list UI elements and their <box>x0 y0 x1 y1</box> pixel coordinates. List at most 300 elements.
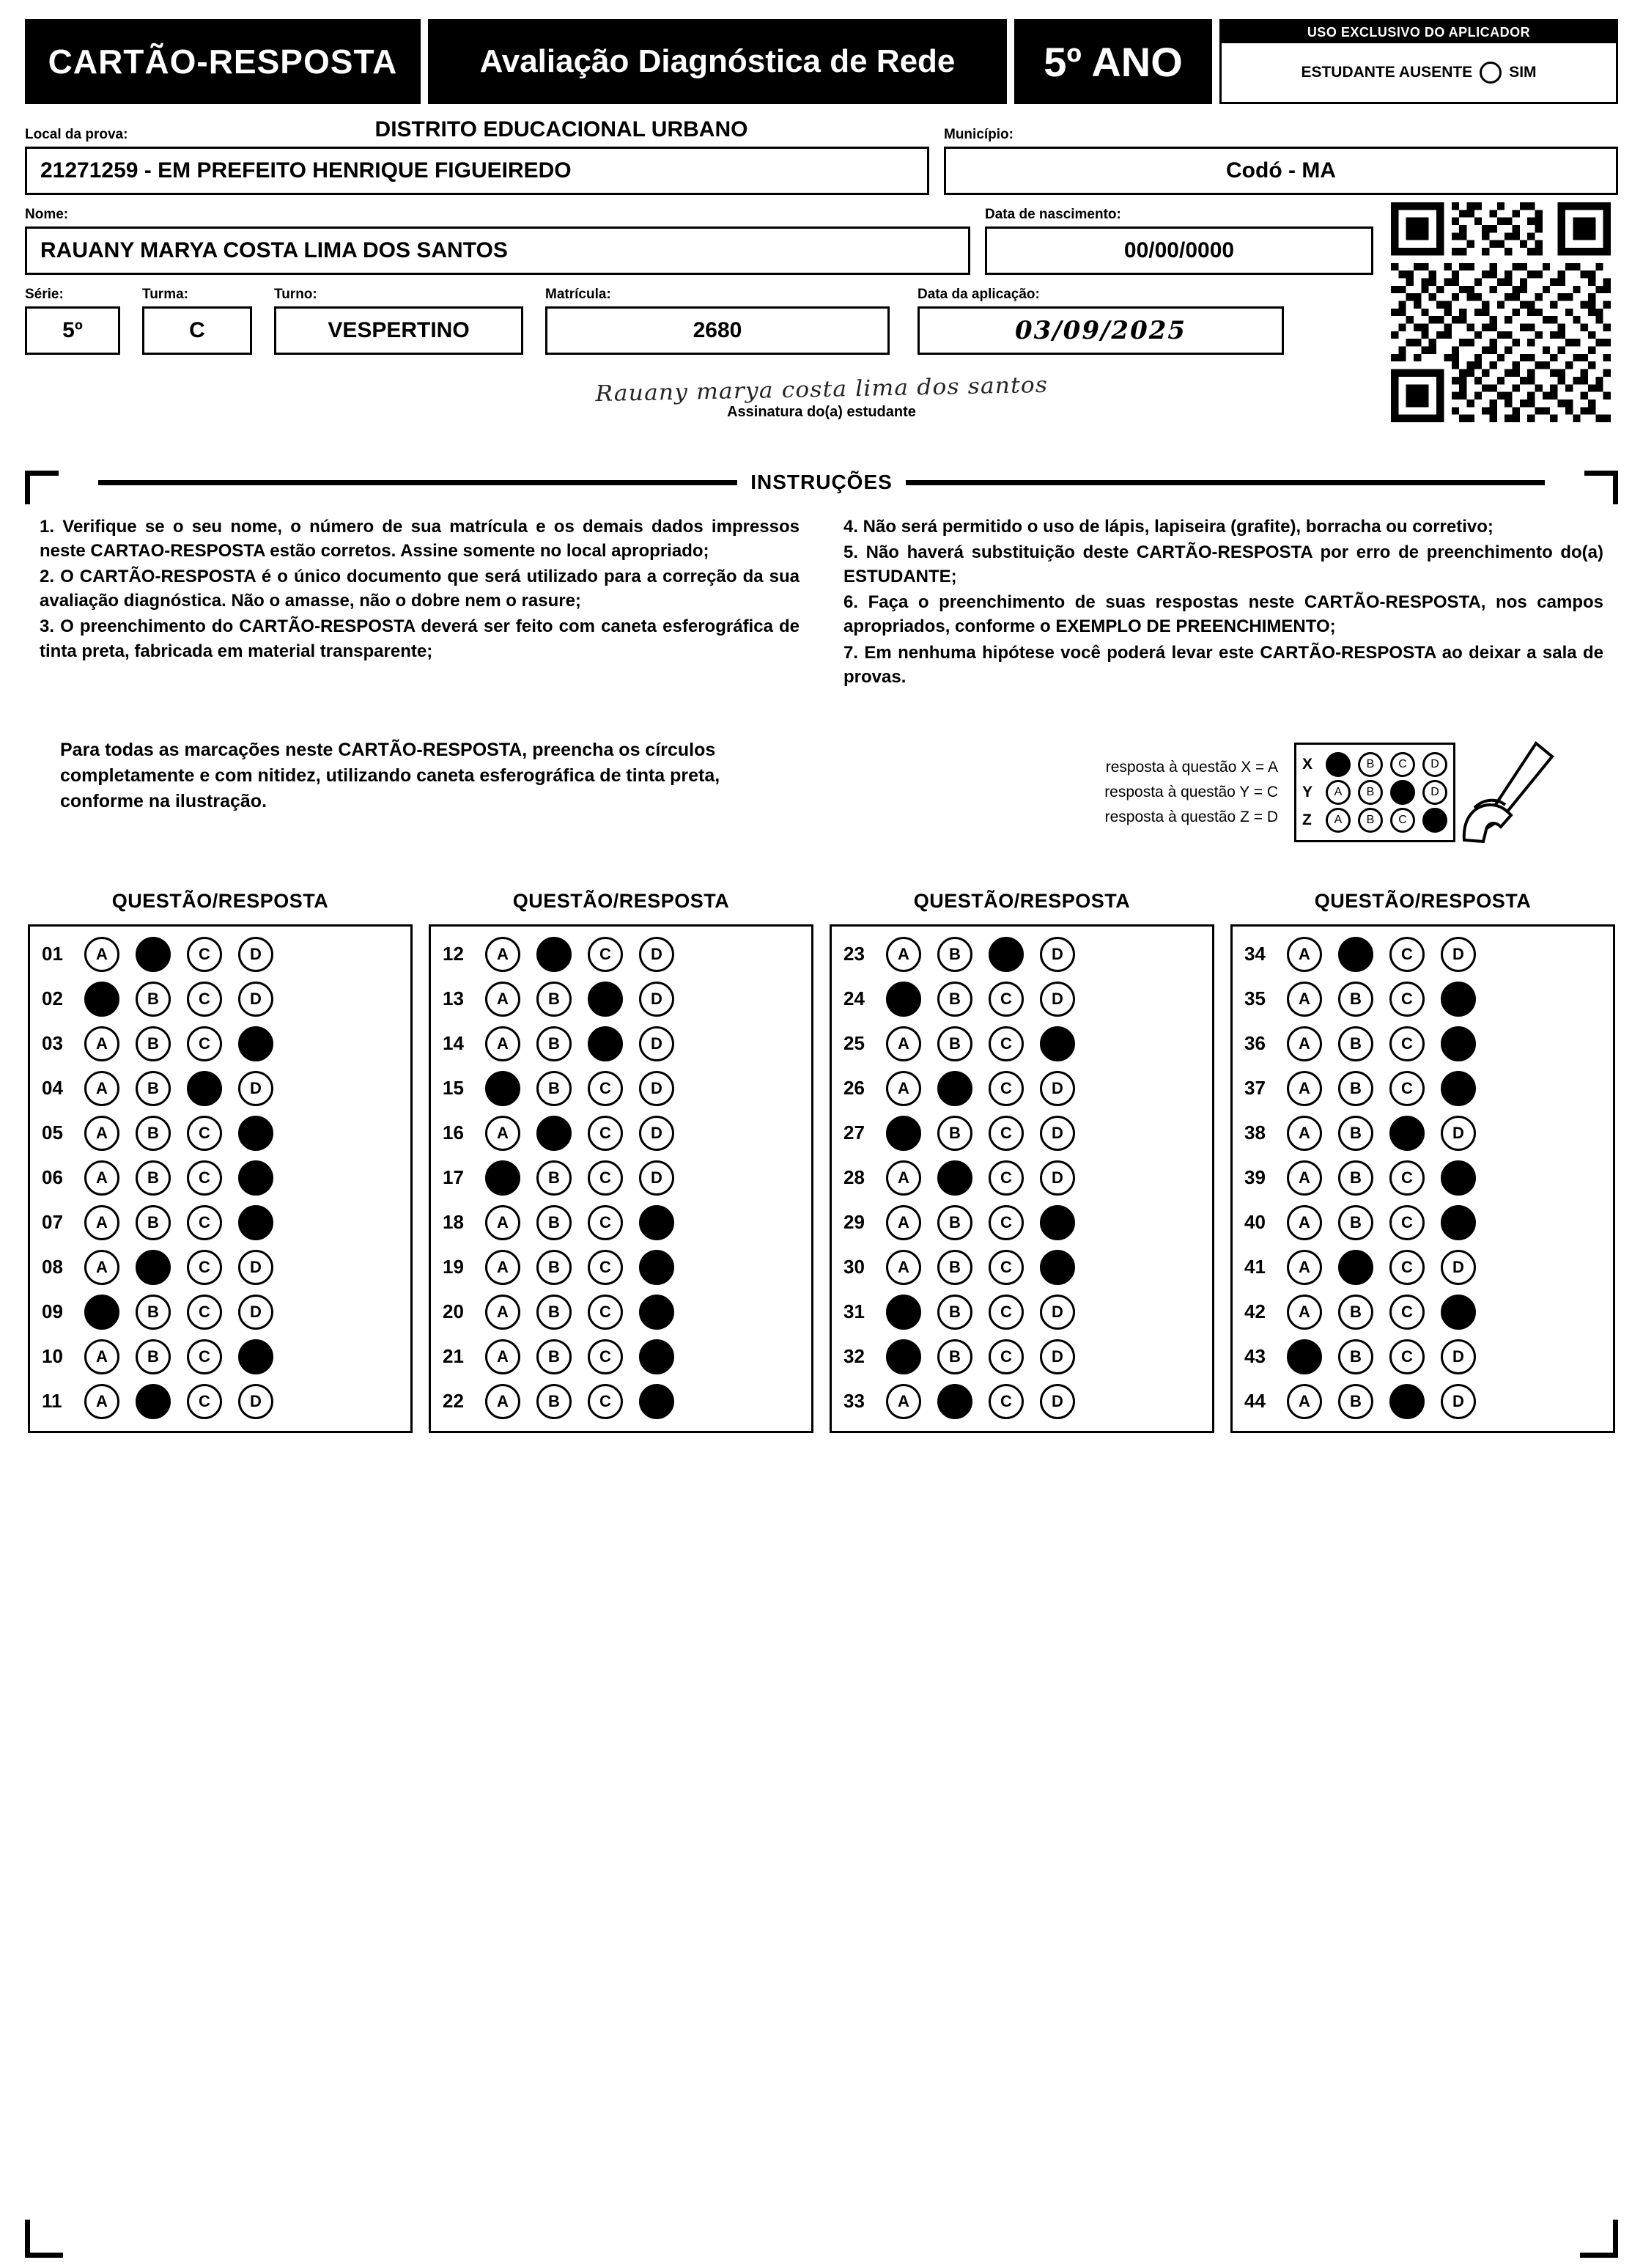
answer-row <box>443 982 800 1017</box>
bubble-d[interactable] <box>238 1205 273 1240</box>
bubble-b[interactable] <box>1338 1250 1373 1285</box>
bubble-c[interactable]: C <box>187 1384 222 1419</box>
bubble-c[interactable]: C <box>1389 1026 1425 1061</box>
bubble-c[interactable] <box>187 1071 222 1106</box>
question-number: 30 <box>843 1256 865 1278</box>
instructions-block <box>25 471 1618 847</box>
answer-row <box>843 937 1200 972</box>
local-label: Local da prova: <box>25 127 128 142</box>
bubble-d[interactable] <box>639 1384 674 1419</box>
bubble-b[interactable] <box>937 1160 972 1196</box>
instruction-item: 1. Verifique se o seu nome, o número de sua matrícula e os demais dados impressos neste CARTAO-RESPOSTA estão corretos. Assine somente no local apropriado; <box>40 517 800 562</box>
answer-row <box>42 1071 399 1106</box>
bubble-b[interactable]: B <box>1338 1384 1373 1419</box>
bubble-b[interactable]: B <box>536 1250 572 1285</box>
bubble-a[interactable]: A <box>886 1026 921 1061</box>
exam-title: Avaliação Diagnóstica de Rede <box>428 19 1007 104</box>
answer-row <box>843 1339 1200 1374</box>
bubble-a[interactable]: A <box>84 1250 119 1285</box>
answer-row <box>42 1160 399 1196</box>
bubble-b[interactable]: B <box>937 1205 972 1240</box>
bubble-c[interactable] <box>588 1026 623 1061</box>
school-field[interactable]: 21271259 - EM PREFEITO HENRIQUE FIGUEIREDO <box>25 147 929 195</box>
municipio-field[interactable]: Codó - MA <box>944 147 1618 195</box>
bubble-a[interactable]: A <box>84 1026 119 1061</box>
bubble-d[interactable]: D <box>639 982 674 1017</box>
matricula-field[interactable]: 2680 <box>545 306 890 355</box>
bubble-d[interactable]: D <box>639 1071 674 1106</box>
serie-field[interactable]: 5º <box>25 306 120 355</box>
bubble-b[interactable]: B <box>136 982 171 1017</box>
example-bubble: A <box>1326 808 1351 833</box>
bubble-a[interactable]: A <box>84 937 119 972</box>
bubble-b[interactable]: B <box>536 982 572 1017</box>
serie-field-group <box>25 287 120 355</box>
bubble-d[interactable]: D <box>1040 1295 1075 1330</box>
bubble-c[interactable]: C <box>1389 1071 1425 1106</box>
bubble-d[interactable]: D <box>1441 1339 1476 1374</box>
bubble-a[interactable] <box>485 1071 520 1106</box>
bubble-d[interactable] <box>639 1205 674 1240</box>
bubble-d[interactable]: D <box>1040 1384 1075 1419</box>
question-number: 28 <box>843 1166 865 1189</box>
bubble-d[interactable]: D <box>1040 982 1075 1017</box>
bubble-d[interactable] <box>639 1295 674 1330</box>
bubble-c[interactable]: C <box>588 1071 623 1106</box>
signature-label: Assinatura do(a) estudante <box>727 404 916 420</box>
bubble-a[interactable]: A <box>1287 937 1322 972</box>
question-number: 40 <box>1244 1211 1266 1234</box>
bubble-b[interactable]: B <box>1338 1205 1373 1240</box>
question-number: 09 <box>42 1300 63 1323</box>
answer-row <box>42 1384 399 1419</box>
answer-column <box>1230 890 1615 1433</box>
bubble-c[interactable]: C <box>989 1384 1024 1419</box>
bubble-d[interactable]: D <box>238 1250 273 1285</box>
bubble-b[interactable]: B <box>937 1339 972 1374</box>
bubble-c[interactable]: C <box>187 1116 222 1151</box>
corner-mark-top-left <box>25 471 59 504</box>
bubble-a[interactable]: A <box>1287 1071 1322 1106</box>
bubble-a[interactable]: A <box>485 1384 520 1419</box>
bubble-b[interactable]: B <box>136 1205 171 1240</box>
bubble-c[interactable]: C <box>588 937 623 972</box>
bubble-a[interactable]: A <box>1287 1026 1322 1061</box>
bubble-a[interactable]: A <box>84 1071 119 1106</box>
bubble-d[interactable]: D <box>1441 1384 1476 1419</box>
bubble-c[interactable]: C <box>588 1250 623 1285</box>
bubble-d[interactable]: D <box>1441 937 1476 972</box>
bubble-a[interactable]: A <box>886 1160 921 1196</box>
question-number: 21 <box>443 1345 464 1368</box>
bubble-c[interactable]: C <box>989 1295 1024 1330</box>
bubble-a[interactable] <box>84 1295 119 1330</box>
answer-row <box>1244 1205 1601 1240</box>
bubble-c[interactable] <box>588 982 623 1017</box>
answer-column-header: QUESTÃO/RESPOSTA <box>1314 889 1532 912</box>
answer-column-header: QUESTÃO/RESPOSTA <box>913 889 1131 912</box>
example-row <box>1302 808 1447 833</box>
bubble-d[interactable] <box>1441 982 1476 1017</box>
answer-row <box>843 1071 1200 1106</box>
bubble-c[interactable]: C <box>187 1339 222 1374</box>
bubble-b[interactable]: B <box>1338 1339 1373 1374</box>
instructions-right-column <box>843 515 1603 691</box>
turma-label: Turma: <box>142 287 188 302</box>
fill-example <box>25 737 1618 847</box>
question-number: 38 <box>1244 1122 1266 1144</box>
bubble-a[interactable] <box>886 1295 921 1330</box>
bubble-c[interactable]: C <box>989 1160 1024 1196</box>
bubble-a[interactable]: A <box>1287 1116 1322 1151</box>
bubble-a[interactable]: A <box>886 1384 921 1419</box>
bubble-c[interactable] <box>1389 1116 1425 1151</box>
bubble-d[interactable] <box>1441 1160 1476 1196</box>
bubble-d[interactable]: D <box>639 1160 674 1196</box>
bubble-d[interactable] <box>1441 1295 1476 1330</box>
question-number: 31 <box>843 1300 865 1323</box>
bubble-d[interactable]: D <box>1441 1250 1476 1285</box>
answer-row <box>1244 1295 1601 1330</box>
signature-area <box>25 372 1618 443</box>
answer-row <box>443 1071 800 1106</box>
district-name: DISTRITO EDUCACIONAL URBANO <box>374 117 748 141</box>
bubble-a[interactable]: A <box>485 1205 520 1240</box>
answer-row <box>843 1295 1200 1330</box>
question-number: 15 <box>443 1077 464 1100</box>
question-number: 43 <box>1244 1345 1266 1368</box>
bubble-b[interactable]: B <box>536 1295 572 1330</box>
answer-row <box>1244 1026 1601 1061</box>
bubble-a[interactable]: A <box>485 1295 520 1330</box>
bubble-d[interactable]: D <box>1040 1160 1075 1196</box>
bubble-b[interactable]: B <box>937 1026 972 1061</box>
local-field-group <box>25 117 929 195</box>
bubble-d[interactable] <box>1040 1250 1075 1285</box>
bubble-d[interactable] <box>238 1116 273 1151</box>
bubble-c[interactable]: C <box>187 982 222 1017</box>
bubble-d[interactable]: D <box>1040 1071 1075 1106</box>
absent-option-label: SIM <box>1509 64 1537 81</box>
bubble-c[interactable]: C <box>588 1339 623 1374</box>
bubble-d[interactable]: D <box>238 1295 273 1330</box>
answer-row <box>1244 1116 1601 1151</box>
bubble-b[interactable]: B <box>937 1295 972 1330</box>
bubble-a[interactable]: A <box>84 1116 119 1151</box>
absent-bubble[interactable] <box>1480 62 1502 84</box>
bubble-a[interactable]: A <box>1287 1250 1322 1285</box>
example-bubble: D <box>1422 752 1447 777</box>
bubble-b[interactable]: B <box>1338 1026 1373 1061</box>
instruction-item: 5. Não haverá substituição deste CARTÃO-RESPOSTA por erro de preenchimento do(a) ESTUDANTE; <box>843 542 1603 587</box>
turma-field-group <box>142 287 252 355</box>
bubble-a[interactable] <box>886 1339 921 1374</box>
bubble-c[interactable]: C <box>588 1384 623 1419</box>
bubble-b[interactable]: B <box>136 1071 171 1106</box>
nascimento-field-group <box>985 207 1373 275</box>
bubble-b[interactable]: B <box>536 1160 572 1196</box>
bubble-b[interactable] <box>536 937 572 972</box>
bubble-d[interactable]: D <box>238 982 273 1017</box>
bubble-c[interactable]: C <box>1389 1339 1425 1374</box>
bubble-c[interactable]: C <box>588 1205 623 1240</box>
legend-line: resposta à questão Y = C <box>1104 783 1278 800</box>
bubble-c[interactable]: C <box>187 1205 222 1240</box>
instructions-left-column <box>40 515 800 691</box>
question-number: 44 <box>1244 1390 1266 1413</box>
hand-pen-icon <box>1450 737 1559 847</box>
fill-example-illustration <box>787 737 1603 847</box>
bubble-c[interactable]: C <box>989 1339 1024 1374</box>
bubble-d[interactable] <box>238 1339 273 1374</box>
bubble-a[interactable] <box>886 1116 921 1151</box>
answer-row <box>443 1160 800 1196</box>
question-number: 04 <box>42 1077 63 1100</box>
bubble-d[interactable]: D <box>1040 937 1075 972</box>
bubble-a[interactable]: A <box>1287 1160 1322 1196</box>
bubble-a[interactable]: A <box>485 1116 520 1151</box>
bubble-b[interactable] <box>937 1071 972 1106</box>
bubble-d[interactable] <box>1040 1026 1075 1061</box>
answer-row <box>42 1295 399 1330</box>
nome-field-group <box>25 207 970 275</box>
aplicacao-field[interactable]: 03/09/2025 <box>918 306 1284 355</box>
instruction-item: 6. Faça o preenchimento de suas respostas neste CARTÃO-RESPOSTA, nos campos apropriados, conforme o EXEMPLO DE PREENCHIMENTO; <box>843 592 1603 637</box>
question-number: 16 <box>443 1122 464 1144</box>
bubble-d[interactable] <box>1441 1205 1476 1240</box>
bubble-c[interactable]: C <box>187 1250 222 1285</box>
bubble-a[interactable]: A <box>886 1205 921 1240</box>
bubble-d[interactable]: D <box>639 1116 674 1151</box>
bubble-a[interactable]: A <box>84 1339 119 1374</box>
question-number: 01 <box>42 943 63 965</box>
absent-row <box>1222 43 1616 102</box>
answer-row <box>42 1205 399 1240</box>
question-number: 12 <box>443 943 464 965</box>
bubble-a[interactable] <box>84 982 119 1017</box>
question-number: 13 <box>443 987 464 1010</box>
bubble-a[interactable]: A <box>886 937 921 972</box>
bubble-d[interactable] <box>1040 1205 1075 1240</box>
example-row-label: Z <box>1302 811 1312 828</box>
bubble-b[interactable]: B <box>937 937 972 972</box>
question-number: 24 <box>843 987 865 1010</box>
bubble-a[interactable]: A <box>485 982 520 1017</box>
bubble-b[interactable]: B <box>136 1116 171 1151</box>
question-number: 25 <box>843 1032 865 1055</box>
bubble-c[interactable]: C <box>187 937 222 972</box>
nascimento-field[interactable]: 00/00/0000 <box>985 227 1373 275</box>
bubble-c[interactable]: C <box>588 1295 623 1330</box>
answer-row <box>42 1116 399 1151</box>
bubble-a[interactable]: A <box>886 1250 921 1285</box>
bubble-b[interactable]: B <box>1338 1116 1373 1151</box>
bubble-c[interactable]: C <box>1389 1295 1425 1330</box>
bubble-c[interactable] <box>989 937 1024 972</box>
example-bubble: B <box>1358 808 1383 833</box>
card-title: CARTÃO-RESPOSTA <box>25 19 421 104</box>
bubble-b[interactable]: B <box>136 1339 171 1374</box>
question-number: 06 <box>42 1166 63 1189</box>
example-bubble: B <box>1358 780 1383 805</box>
bubble-c[interactable]: C <box>989 1071 1024 1106</box>
question-number: 10 <box>42 1345 63 1368</box>
municipio-field-group <box>944 127 1618 195</box>
answer-column <box>830 890 1214 1433</box>
bubble-d[interactable] <box>238 1026 273 1061</box>
bubble-c[interactable]: C <box>187 1026 222 1061</box>
bubble-a[interactable]: A <box>1287 982 1322 1017</box>
aplicacao-field-group <box>918 287 1284 355</box>
bubble-b[interactable]: B <box>536 1071 572 1106</box>
bubble-a[interactable]: A <box>84 1384 119 1419</box>
bubble-c[interactable]: C <box>1389 1250 1425 1285</box>
question-number: 02 <box>42 987 63 1010</box>
nome-field[interactable]: RAUANY MARYA COSTA LIMA DOS SANTOS <box>25 227 970 275</box>
bubble-b[interactable]: B <box>536 1339 572 1374</box>
example-bubble: A <box>1326 780 1351 805</box>
answer-column <box>429 890 813 1433</box>
bubble-d[interactable] <box>1441 1026 1476 1061</box>
bubble-d[interactable]: D <box>238 1071 273 1106</box>
question-number: 34 <box>1244 943 1266 965</box>
bubble-b[interactable]: B <box>937 1250 972 1285</box>
answer-row <box>843 1205 1200 1240</box>
bubble-c[interactable]: C <box>588 1160 623 1196</box>
bubble-c[interactable]: C <box>989 1026 1024 1061</box>
aplicacao-label: Data da aplicação: <box>918 287 1040 302</box>
bubble-a[interactable]: A <box>485 1026 520 1061</box>
answer-row <box>843 1026 1200 1061</box>
bubble-d[interactable] <box>1441 1071 1476 1106</box>
signature-handwriting: Rauany marya costa lima dos santos <box>594 372 1049 408</box>
bubble-b[interactable]: B <box>1338 1160 1373 1196</box>
bubble-b[interactable]: B <box>536 1205 572 1240</box>
bubble-c[interactable]: C <box>1389 1160 1425 1196</box>
legend-line: resposta à questão X = A <box>1105 759 1278 776</box>
bubble-c[interactable]: C <box>187 1295 222 1330</box>
bubble-d[interactable]: D <box>238 1384 273 1419</box>
bubble-b[interactable]: B <box>937 982 972 1017</box>
answer-row <box>42 1250 399 1285</box>
bubble-c[interactable]: C <box>989 1116 1024 1151</box>
answer-row <box>1244 1160 1601 1196</box>
nome-label: Nome: <box>25 207 69 222</box>
question-number: 20 <box>443 1300 464 1323</box>
example-bubble: D <box>1422 780 1447 805</box>
bubble-d[interactable] <box>639 1339 674 1374</box>
bubble-c[interactable]: C <box>989 1205 1024 1240</box>
bubble-b[interactable] <box>136 1384 171 1419</box>
question-number: 19 <box>443 1256 464 1278</box>
bubble-b[interactable]: B <box>1338 982 1373 1017</box>
example-row-label: X <box>1302 755 1313 773</box>
bubble-b[interactable]: B <box>1338 1295 1373 1330</box>
bubble-c[interactable]: C <box>1389 982 1425 1017</box>
instructions-columns <box>25 515 1618 691</box>
turno-field-group <box>274 287 523 355</box>
bubble-a[interactable]: A <box>485 1339 520 1374</box>
bubble-d[interactable]: D <box>1040 1339 1075 1374</box>
bubble-c[interactable]: C <box>1389 937 1425 972</box>
answer-column <box>28 890 413 1433</box>
bubble-c[interactable]: C <box>588 1116 623 1151</box>
bubble-b[interactable] <box>937 1384 972 1419</box>
bubble-b[interactable]: B <box>136 1295 171 1330</box>
bubble-c[interactable] <box>1389 1384 1425 1419</box>
answer-row <box>443 1116 800 1151</box>
bubble-a[interactable]: A <box>485 937 520 972</box>
example-row-label: Y <box>1302 783 1313 800</box>
example-row <box>1302 780 1447 805</box>
bubble-d[interactable] <box>238 1160 273 1196</box>
answer-row <box>443 1384 800 1419</box>
rule-left <box>98 480 737 485</box>
bubble-c[interactable]: C <box>989 982 1024 1017</box>
bubble-c[interactable]: C <box>187 1160 222 1196</box>
serie-label: Série: <box>25 287 64 302</box>
turno-field[interactable]: VESPERTINO <box>274 306 523 355</box>
question-number: 42 <box>1244 1300 1266 1323</box>
bubble-b[interactable] <box>1338 937 1373 972</box>
bubble-a[interactable] <box>485 1160 520 1196</box>
bubble-a[interactable]: A <box>886 1071 921 1106</box>
question-number: 11 <box>42 1390 62 1413</box>
bubble-b[interactable] <box>136 1250 171 1285</box>
example-bubble <box>1422 808 1447 833</box>
bubble-a[interactable]: A <box>1287 1205 1322 1240</box>
bubble-b[interactable] <box>136 937 171 972</box>
corner-mark-top-right <box>1584 471 1618 504</box>
bubble-a[interactable]: A <box>1287 1295 1322 1330</box>
rule-right <box>906 480 1545 485</box>
bubble-a[interactable] <box>886 982 921 1017</box>
bubble-b[interactable]: B <box>136 1160 171 1196</box>
turma-field[interactable]: C <box>142 306 252 355</box>
bubble-c[interactable]: C <box>1389 1205 1425 1240</box>
answer-row <box>1244 982 1601 1017</box>
bubble-b[interactable] <box>536 1116 572 1151</box>
bubble-a[interactable]: A <box>84 1160 119 1196</box>
bubble-b[interactable]: B <box>536 1026 572 1061</box>
bubble-d[interactable]: D <box>1040 1116 1075 1151</box>
turno-label: Turno: <box>274 287 317 302</box>
answer-row <box>1244 937 1601 972</box>
instruction-item: 3. O preenchimento do CARTÃO-RESPOSTA deverá ser feito com caneta esferográfica de tinta preta, fabricada em material transparente; <box>40 616 800 661</box>
bubble-b[interactable]: B <box>536 1384 572 1419</box>
bubble-c[interactable]: C <box>989 1250 1024 1285</box>
question-number: 23 <box>843 943 865 965</box>
bubble-d[interactable]: D <box>639 937 674 972</box>
bubble-d[interactable] <box>639 1250 674 1285</box>
bubble-d[interactable]: D <box>1441 1116 1476 1151</box>
bubble-b[interactable]: B <box>1338 1071 1373 1106</box>
bubble-d[interactable]: D <box>639 1026 674 1061</box>
answer-row <box>843 1116 1200 1151</box>
fill-example-legend <box>1104 755 1278 829</box>
bubble-d[interactable]: D <box>238 937 273 972</box>
question-number: 37 <box>1244 1077 1266 1100</box>
bubble-a[interactable]: A <box>1287 1384 1322 1419</box>
bubble-a[interactable] <box>1287 1339 1322 1374</box>
answer-row <box>443 1250 800 1285</box>
bubble-a[interactable]: A <box>485 1250 520 1285</box>
bubble-b[interactable]: B <box>937 1116 972 1151</box>
bubble-a[interactable]: A <box>84 1205 119 1240</box>
bubble-b[interactable]: B <box>136 1026 171 1061</box>
municipio-label: Município: <box>944 127 1014 142</box>
answer-row <box>843 1384 1200 1419</box>
